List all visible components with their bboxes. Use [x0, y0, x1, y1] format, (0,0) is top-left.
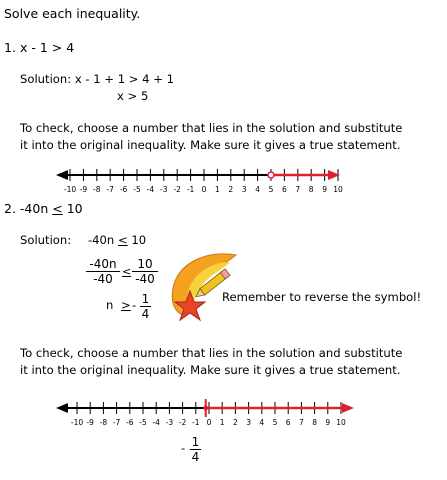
tick-label: -3: [160, 185, 168, 194]
tick-label: -5: [133, 185, 141, 194]
tick-label: -5: [139, 418, 147, 427]
marker-numerator: 1: [191, 435, 200, 449]
tick-label: 1: [215, 185, 220, 194]
tick-label: 9: [325, 418, 331, 427]
problem-2-operator: <: [52, 201, 63, 216]
tick-label: 7: [295, 185, 301, 194]
result-sign: -: [132, 298, 137, 312]
step-lhs-numerator: -40n: [89, 257, 117, 271]
tick-label: -8: [93, 185, 101, 194]
tick-label: 10: [333, 185, 343, 194]
tick-label: -3: [165, 418, 174, 427]
problem-1-check-line-1: To check, choose a number that lies in the solution and substitute: [20, 121, 403, 135]
problem-1-number: 1.: [4, 40, 16, 55]
solution-dot: [203, 406, 208, 411]
tick-label: 7: [299, 418, 304, 427]
tick-label: 8: [312, 418, 317, 427]
tick-label: 8: [308, 185, 314, 194]
tick-label: -6: [119, 185, 128, 194]
tick-label: 9: [322, 185, 327, 194]
tick-label: -6: [126, 418, 134, 427]
tick-label: -7: [112, 418, 121, 427]
tick-label: 5: [272, 418, 278, 427]
tick-label: 0: [206, 418, 212, 427]
problem-2-solution-label: Solution:: [20, 233, 72, 247]
problem-1-solution-line-2: x > 5: [117, 89, 149, 103]
marker-denominator: 4: [191, 450, 200, 464]
tick-label: 4: [259, 418, 265, 427]
reminder-text: Remember to reverse the symbol!: [222, 290, 422, 304]
marker-sign: -: [181, 441, 186, 455]
tick-label: 0: [201, 185, 207, 194]
result-numerator: 1: [141, 292, 150, 306]
problem-1-inequality: x - 1 > 4: [20, 40, 75, 55]
problem-2-rhs: 10: [66, 201, 83, 216]
tick-label: 6: [285, 418, 291, 427]
result-operator: >: [121, 298, 131, 312]
tick-label: 4: [255, 185, 260, 194]
tick-label: -4: [146, 185, 155, 194]
tick-label: -9: [86, 418, 94, 427]
tick-label: -1: [192, 418, 200, 427]
page-title: Solve each inequality.: [4, 6, 141, 21]
solution-arrow-right: [342, 403, 354, 413]
tick-label: -8: [99, 418, 108, 427]
tick-label: -10: [63, 185, 77, 194]
tick-label: -4: [152, 418, 160, 427]
step-rhs-numerator: 10: [137, 257, 153, 271]
problem-2-solution-operator: <: [117, 233, 128, 247]
problem-1-solution-line-1: Solution: x - 1 + 1 > 4 + 1: [20, 72, 174, 86]
problem-1-check-line-2: it into the original inequality. Make sure it gives a true statement.: [20, 138, 401, 152]
tick-label: 3: [241, 185, 247, 194]
result-variable: n: [106, 298, 114, 312]
tick-label: 3: [246, 418, 251, 427]
tick-label: 6: [282, 185, 287, 194]
tick-label: 2: [228, 185, 234, 194]
tick-label: -1: [186, 185, 195, 194]
problem-2-number-text: 2.: [4, 201, 16, 216]
tick-label: 1: [219, 418, 225, 427]
problem-2-solution-lhs: -40n: [88, 233, 115, 247]
result-denominator: 4: [141, 307, 150, 321]
tick-label: -7: [106, 185, 114, 194]
tick-label: 10: [336, 418, 346, 427]
tick-label: -9: [79, 185, 88, 194]
tick-label: -10: [70, 418, 84, 427]
step-operator: <: [122, 265, 132, 278]
problem-2-check-line-2: it into the original inequality. Make sure it gives a true statement.: [20, 363, 401, 377]
tick-label: 5: [268, 185, 274, 194]
tick-label: 2: [233, 418, 238, 427]
marker-fraction: [190, 436, 201, 463]
tick-label: -2: [178, 418, 187, 427]
problem-2-solution-rhs: 10: [131, 233, 147, 247]
problem-2-lhs: -40n: [19, 201, 49, 216]
step-rhs-denominator: -40: [135, 272, 155, 286]
problem-2-check-line-1: To check, choose a number that lies in the solution and substitute: [20, 346, 403, 360]
step-lhs-denominator: -40: [93, 272, 113, 286]
tick-label: -2: [173, 185, 181, 194]
axis-arrow-left: [56, 403, 68, 413]
